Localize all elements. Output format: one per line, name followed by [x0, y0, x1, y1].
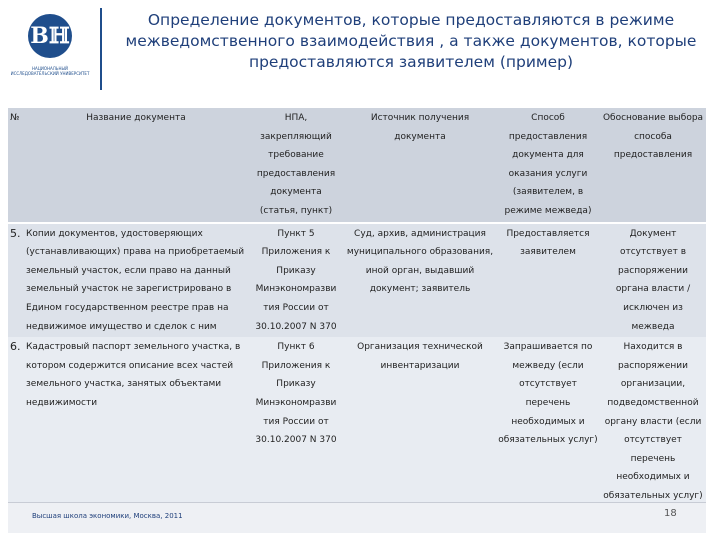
table-row [8, 223, 706, 338]
documents-table [8, 108, 706, 506]
table-row [8, 337, 706, 506]
header-method: Способ предоставления документа для оказания услуги (заявителем, в режиме межведа) [496, 108, 600, 223]
footer-text: Высшая школа экономики, Москва, 2011 [32, 512, 183, 520]
header-source: Источник получения документа [344, 108, 496, 223]
row-npa: Пункт 6 Приложения к Приказу Минэкономразви тия России от 30.10.2007 N 370 [255, 342, 337, 446]
title-divider [100, 8, 102, 90]
table-header-row [8, 108, 706, 223]
row-reason: Находится в распоряжении организации, подведомственной органу власти (если отсутствует перечень необходимых и обязательных услуг) [603, 342, 703, 501]
row-number: 6. [10, 340, 21, 354]
header-number: № [8, 108, 24, 223]
row-source: Суд, архив, администрация муниципального образования, иной орган, выдавший документ; заявитель [346, 228, 494, 295]
row-reason: Документ отсутствует в распоряжении органа власти / исключен из межведа [615, 228, 691, 332]
row-document-name: Кадастровый паспорт земельного участка, в котором содержится описание всех частей земельного участка, занятых объектами недвижимости [26, 342, 241, 408]
hse-logo [10, 10, 90, 100]
logo-caption: НАЦИОНАЛЬНЫЙ ИССЛЕДОВАТЕЛЬСКИЙ УНИВЕРСИТЕТ [10, 66, 90, 76]
slide-title: Определение документов, которые предоставляются в режиме межведомственного взаимодействия , а также документов, которые предоставляются заявителем (пример) [125, 11, 697, 71]
row-npa: Пункт 5 Приложения к Приказу Минэкономразви тия России от 30.10.2007 N 370 [255, 228, 337, 332]
row-document-name: Копии документов, удостоверяющих (устанавливающих) права на приобретаемый земельный участок, если право на данный земельный участок не зарегистрировано в Едином государственном реестре прав на недвижимое имущество и сделок с ним [26, 228, 245, 332]
row-method: Предоставляется заявителем [506, 228, 590, 258]
row-number: 5. [10, 226, 21, 240]
page-number: 18 [664, 508, 677, 519]
logo-mark: Вℍ [28, 14, 72, 58]
header-npa: НПА, закрепляющий требование предоставления документа (статья, пункт) [248, 108, 344, 223]
row-source: Организация технической инвентаризации [357, 342, 483, 371]
header-reason: Обоснование выбора способа предоставления [600, 108, 706, 223]
row-method: Запрашивается по межведу (если отсутствует перечень необходимых и обязательных услуг) [498, 342, 598, 446]
header-document-name: Название документа [24, 108, 248, 223]
